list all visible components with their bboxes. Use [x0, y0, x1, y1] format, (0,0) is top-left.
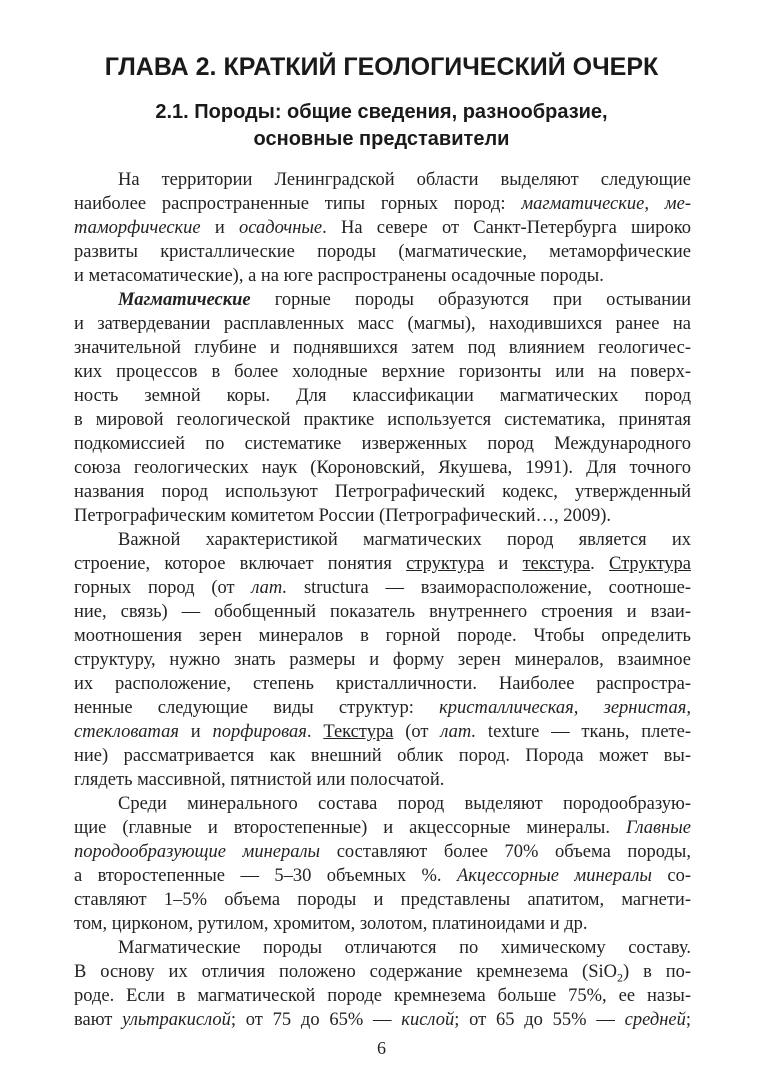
paragraph-line: ность земной коры. Для классификации магматических пород — [74, 386, 691, 406]
paragraph-line: глядеть массивной, пятнистой или полосчатой. — [74, 770, 445, 790]
paragraph-line: значительной глубине и поднявшихся затем под влиянием геологичес- — [74, 338, 691, 358]
paragraph-line: Магматические породы отличаются по химическому составу. — [118, 938, 691, 958]
paragraph-line: Магматические горные породы образуются при остывании — [118, 290, 691, 310]
paragraph-line: том, цирконом, рутилом, хромитом, золотом, платиноидами и др. — [74, 914, 588, 934]
paragraph-line: названия пород используют Петрографический кодекс, утвержденный — [74, 482, 691, 502]
paragraph-line: развиты кристаллические породы (магматические, метаморфические — [74, 242, 691, 262]
chapter-title: ГЛАВА 2. КРАТКИЙ ГЕОЛОГИЧЕСКИЙ ОЧЕРК — [104, 53, 659, 81]
paragraph-line: Среди минерального состава пород выделяют породообразую- — [118, 794, 691, 814]
paragraph-line: строение, которое включает понятия структура и текстура. Структура — [74, 554, 691, 574]
paragraph-line: Важной характеристикой магматических пород является их — [118, 530, 691, 550]
paragraph-line: наиболее распространенные типы горных пород: магматические, ме- — [74, 194, 691, 214]
paragraph-line: союза геологических наук (Короновский, Якушева, 1991). Для точного — [74, 458, 691, 478]
page-number: 6 — [377, 1038, 386, 1058]
paragraph-line: их расположение, степень кристалличности. Наиболее распростра- — [74, 674, 691, 694]
paragraph-line: щие (главные и второстепенные) и акцессорные минералы. Главные — [74, 818, 691, 838]
paragraph-line: В основу их отличия положено содержание кремнезема (SiO$_2$) в по- — [74, 962, 691, 984]
paragraph-line: структуру, нужно знать размеры и форму зерен минералов, взаимное — [74, 650, 691, 670]
paragraph-line: ких процессов в более холодные верхние горизонты или на поверх- — [74, 362, 691, 382]
paragraph-line: подкомиссией по систематике изверженных пород Международного — [74, 434, 691, 454]
paragraph-line: роде. Если в магматической породе кремнезема больше 75%, ее назы- — [74, 986, 691, 1006]
paragraph-line: горных пород (от лат. structura — взаиморасположение, соотноше- — [74, 578, 691, 598]
paragraph-line: породообразующие минералы составляют более 70% объема породы, — [74, 842, 691, 862]
paragraph-line: ние) рассматривается как внешний облик пород. Порода может вы- — [74, 746, 691, 766]
section-title-line-2: основные представители — [253, 128, 510, 150]
paragraph-line: и метасоматические), а на юге распространены осадочные породы. — [74, 266, 604, 286]
paragraph-line: в мировой геологической практике используется систематика, принятая — [74, 410, 691, 430]
paragraph-line: ние, связь) — обобщенный показатель внутреннего строения и взаи- — [74, 602, 691, 622]
paragraph-line: На территории Ленинградской области выделяют следующие — [118, 170, 691, 190]
paragraph-line: и затвердевании расплавленных масс (магмы), находившихся ранее на — [74, 314, 691, 334]
paragraph-line: ставляют 1–5% объема породы и представлены апатитом, магнети- — [74, 890, 691, 910]
paragraph-line: таморфические и осадочные. На севере от Санкт-Петербурга широко — [74, 218, 691, 238]
paragraph-line: Петрографическим комитетом России (Петрографический…, 2009). — [74, 506, 612, 526]
paragraph-line: вают ультракислой; от 75 до 65% — кислой; от 65 до 55% — средней; — [74, 1010, 691, 1030]
paragraph-line: а второстепенные — 5–30 объемных %. Акцессорные минералы со- — [74, 866, 691, 886]
paragraph-line: ненные следующие виды структур: кристаллическая, зернистая, — [74, 698, 691, 718]
paragraph-line: моотношения зерен минералов в горной породе. Чтобы определить — [74, 626, 691, 646]
section-title-line-1: 2.1. Породы: общие сведения, разнообразие, — [155, 101, 608, 123]
paragraph-line: стекловатая и порфировая. Текстура (от лат. texture — ткань, плете- — [74, 722, 691, 742]
